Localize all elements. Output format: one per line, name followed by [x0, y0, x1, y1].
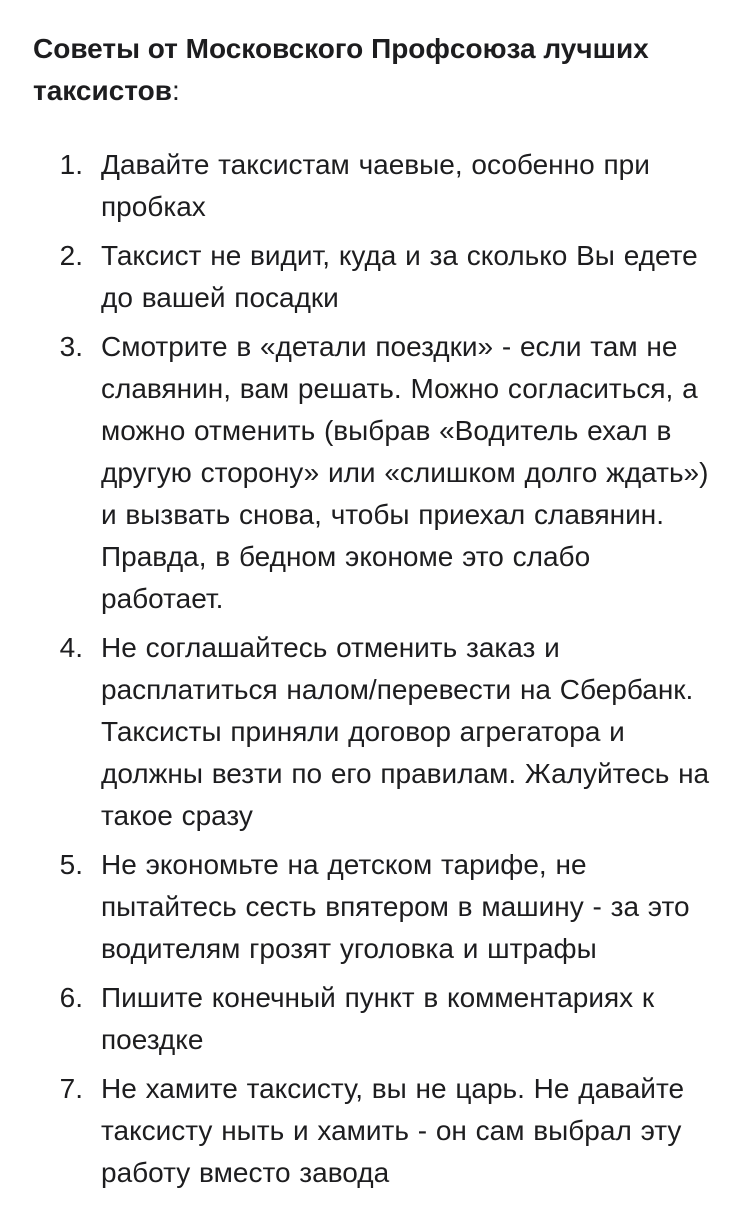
list-item: [33, 144, 720, 228]
list-item-text: Не соглашайтесь отменить заказ и расплатиться налом/перевести на Сбербанк. Таксисты приняли договор агрегатора и должны везти по его правилам. Жалуйтесь на такое сразу: [101, 632, 710, 831]
list-item: [33, 326, 720, 620]
list-item-number: 6.: [59, 982, 83, 1013]
list-item-number: 1.: [59, 149, 83, 180]
post-heading: [33, 28, 720, 112]
list-item-text: Пишите конечный пункт в комментариях к поездке: [101, 982, 655, 1055]
list-item-number: 5.: [59, 849, 83, 880]
list-item: [33, 977, 720, 1061]
list-item: [33, 235, 720, 319]
list-item-number: 7.: [59, 1073, 83, 1104]
heading-title: Советы от Московского Профсоюза лучших таксистов: [33, 33, 649, 106]
tips-list: [33, 144, 720, 1194]
list-item-number: 3.: [59, 331, 83, 362]
list-item-text: Давайте таксистам чаевые, особенно при пробках: [101, 149, 650, 222]
list-item-number: 2.: [59, 240, 83, 271]
list-item-text: Смотрите в «детали поездки» - если там не славянин, вам решать. Можно согласиться, а можно отменить (выбрав «Водитель ехал в другую сторону» или «слишком долго ждать») и вызвать снова, чтобы приехал славянин. Правда, в бедном экономе это слабо работает.: [101, 331, 709, 614]
list-item-text: Таксист не видит, куда и за сколько Вы едете до вашей посадки: [101, 240, 698, 313]
list-item-text: Не хамите таксисту, вы не царь. Не давайте таксисту ныть и хамить - он сам выбрал эту работу вместо завода: [101, 1073, 685, 1188]
list-item-text: Не экономьте на детском тарифе, не пытайтесь сесть впятером в машину - за это водителям грозят уголовка и штрафы: [101, 849, 690, 964]
list-item: [33, 1068, 720, 1194]
heading-colon: :: [171, 75, 180, 106]
list-item-number: 4.: [59, 632, 83, 663]
list-item: [33, 844, 720, 970]
list-item: [33, 627, 720, 837]
